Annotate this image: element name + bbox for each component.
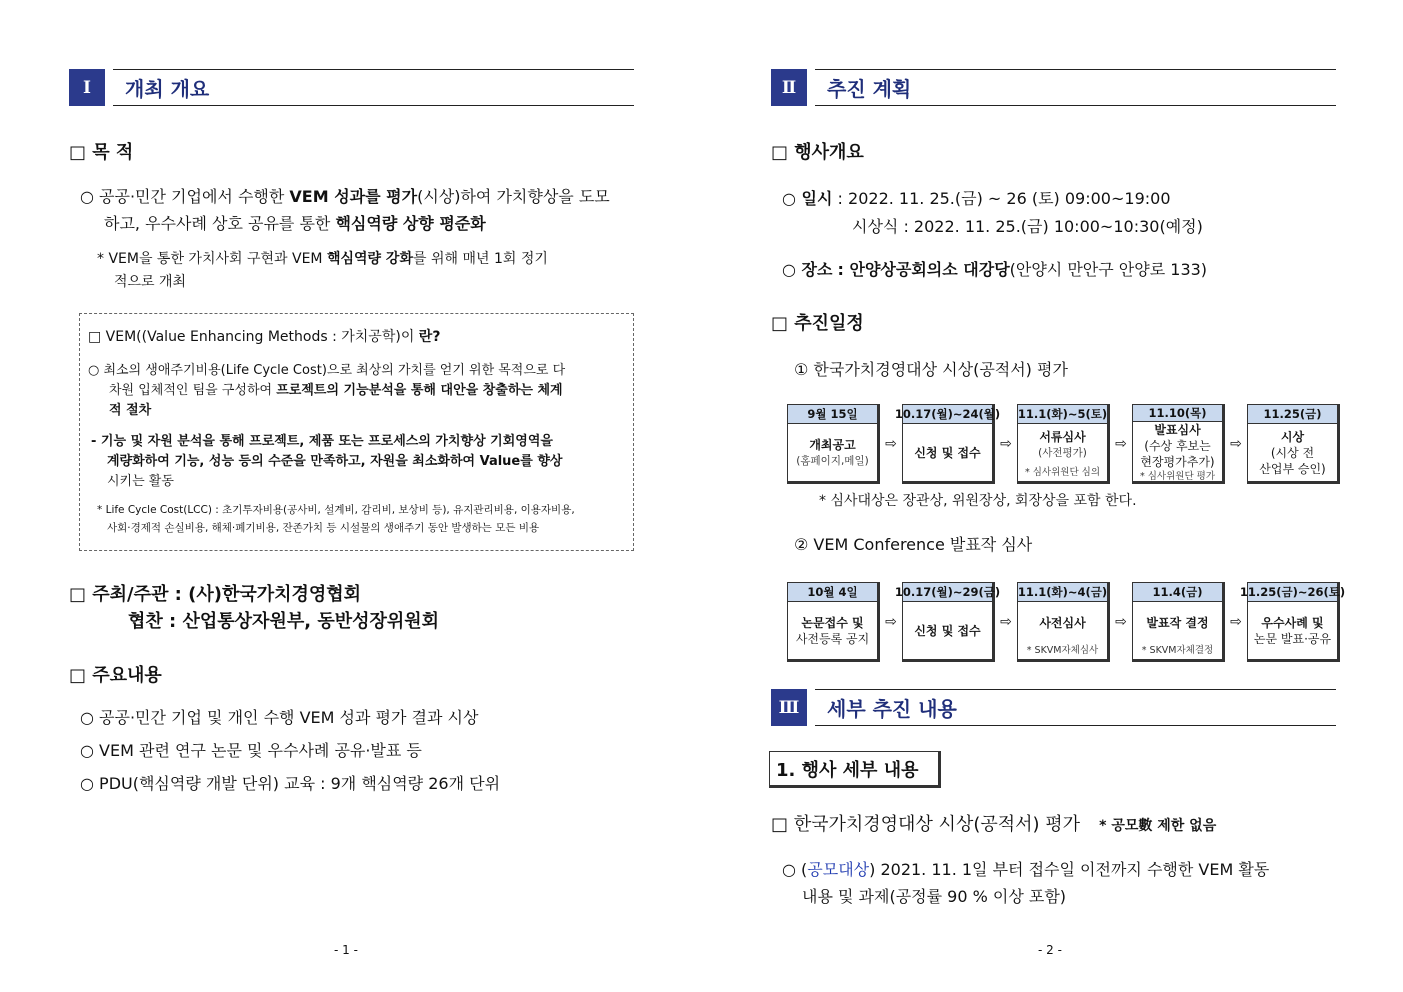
flow-step-label: (시상 전 [1270, 445, 1315, 460]
award-heading-line [771, 812, 1216, 838]
flow-step-label: 발표심사 [1154, 423, 1201, 437]
flow-arrow-icon: ⇨ [885, 436, 897, 452]
flow-step-note: * 심사위원단 심의 [1024, 467, 1101, 478]
text: (시상)하여 가치향상을 도모 [417, 187, 610, 206]
section-title: 추진 계획 [815, 69, 1336, 106]
purpose-note-1 [97, 248, 548, 271]
vem-note-line-2: 사회·경제적 손실비용, 해체·폐기비용, 잔존가치 등 시설물의 생애주기 동안 발생하는 모든 비용 [107, 522, 540, 534]
flow-step-body [1248, 424, 1337, 481]
label: ○ 일시 [782, 189, 833, 208]
purpose-heading: □ 목 적 [69, 142, 134, 163]
flow-step [787, 582, 880, 662]
flow-arrow-icon: ⇨ [1115, 436, 1127, 452]
main-item-2: ○ VEM 관련 연구 논문 및 우수사례 공유·발표 등 [80, 741, 422, 760]
flow-step-date: 11.25(금)~26(토) [1248, 583, 1337, 602]
page-number: - 2 - [1038, 943, 1062, 957]
flow-step-date: 10월 4일 [788, 583, 877, 602]
label: ○ 장소 [782, 260, 833, 279]
flow-step-label: 산업부 승인) [1259, 461, 1326, 476]
flow-step-date: 11.4(금) [1133, 583, 1222, 602]
vem-p1-line-3: 적 절차 [109, 403, 152, 418]
detail-subheading: 1. 행사 세부 내용 [769, 751, 941, 788]
vem-definition-box [79, 313, 634, 551]
flow-step-body [903, 424, 992, 481]
overview-ceremony: 시상식 : 2022. 11. 25.(금) 10:00~10:30(예정) [852, 217, 1203, 236]
text: 차원 입체적인 팀을 구성하여 [109, 383, 277, 398]
flow-step-label: 발표작 결정 [1146, 616, 1209, 630]
text: □ VEM((Value Enhancing Methods : 가치공학)이 [88, 329, 419, 345]
purpose-note-2: 적으로 개최 [114, 274, 187, 290]
flow-arrow-icon: ⇨ [1230, 436, 1242, 452]
overview-date [782, 186, 1171, 212]
flow-step-note: * 심사위원단 평가 [1139, 471, 1216, 482]
page-1 [0, 0, 701, 992]
section-number: Ⅱ [771, 69, 807, 106]
flow-step [1247, 404, 1340, 484]
flow-step-label: 개최공고 [809, 437, 856, 452]
flow-chart-award [787, 404, 1340, 484]
section-header-2 [771, 69, 1336, 106]
text: ○ ( [782, 860, 808, 879]
flow-arrow-icon: ⇨ [1115, 614, 1127, 630]
target-line-1 [782, 857, 1269, 883]
section-number: Ⅰ [69, 69, 105, 106]
flow-step-date: 11.10(목) [1133, 405, 1222, 422]
vem-p1-line-1: ○ 최소의 생애주기비용(Life Cycle Cost)으로 최상의 가치를 얻기 위한 목적으로 다 [88, 363, 566, 378]
flow-step-date: 11.25(금) [1248, 405, 1337, 424]
target-line-2: 내용 및 과제(공정률 90 % 이상 포함) [802, 887, 1067, 906]
vem-p2-line-3: 시키는 활동 [107, 474, 174, 489]
award-heading: □ 한국가치경영대상 시상(공적서) 평가 [771, 814, 1081, 835]
flow-step-sub: (홈페이지,메일) [796, 454, 869, 467]
section-header-1 [69, 69, 634, 106]
flow-step-body [788, 602, 877, 659]
flow-step-label: 현장평가추가) [1140, 455, 1215, 469]
vem-note-line-1: * Life Cycle Cost(LCC) : 초기투자비용(공사비, 설계비, 감리비, 보상비 등), 유지관리비용, 이용자비용, [97, 504, 575, 516]
flow-arrow-icon: ⇨ [1000, 436, 1012, 452]
emphasis: VEM 성과를 평가 [289, 187, 418, 206]
flow-step-date: 11.1(화)~4(금) [1018, 583, 1107, 602]
emphasis: 란? [418, 329, 441, 345]
address: (안양시 만안구 안양로 133) [1009, 260, 1208, 279]
value: : 2022. 11. 25.(금) ~ 26 (토) 09:00~19:00 [837, 189, 1171, 208]
flow-step-body [788, 424, 877, 481]
flow-step [1017, 404, 1110, 484]
flow-step-date: 10.17(월)~24(월) [903, 405, 992, 424]
text: 를 위해 매년 1회 정기 [412, 251, 548, 267]
vem-p2-line-2: 계량화하여 기능, 성능 등의 수준을 만족하고, 자원을 최소화하여 Value를 향상 [107, 454, 563, 469]
section-title: 세부 추진 내용 [815, 689, 1336, 726]
flow-step-label: 논문접수 및 [801, 615, 864, 630]
flow-step-date: 11.1(화)~5(토) [1018, 405, 1107, 424]
text: ) 2021. 11. 1일 부터 접수일 이전까지 수행한 VEM 활동 [869, 860, 1270, 879]
flow-step-note: * SKVM자체심사 [1026, 645, 1099, 656]
flow-step-label: 시상 [1280, 429, 1305, 444]
emphasis: 프로젝트의 기능분석을 통해 대안을 창출하는 체계 [276, 383, 563, 398]
flow-1-title: ① 한국가치경영대상 시상(공적서) 평가 [794, 360, 1068, 379]
flow-step-body [1133, 422, 1222, 470]
text: 하고, 우수사례 상호 공유를 통한 [104, 214, 336, 233]
vem-box-title [88, 326, 440, 349]
flow-step-note: * SKVM자체결정 [1141, 645, 1214, 656]
emphasis: 핵심역량 강화 [326, 251, 413, 267]
section-number: Ⅲ [771, 689, 807, 726]
flow-arrow-icon: ⇨ [1000, 614, 1012, 630]
main-item-1: ○ 공공·민간 기업 및 개인 수행 VEM 성과 평가 결과 시상 [80, 708, 479, 727]
page-2 [702, 0, 1403, 992]
purpose-line-1 [80, 184, 610, 210]
flow-step [787, 404, 880, 484]
value: : 안양상공회의소 대강당 [837, 260, 1010, 279]
vem-p2-line-1: - 기능 및 자원 분석을 통해 프로젝트, 제품 또는 프로세스의 가치향상 기회영역을 [91, 434, 553, 449]
flow-step-body [1018, 424, 1107, 466]
page-number: - 1 - [334, 943, 358, 957]
flow-step [1132, 582, 1225, 662]
flow-step [1017, 582, 1110, 662]
main-item-3: ○ PDU(핵심역량 개발 단위) 교육 : 9개 핵심역량 26개 단위 [80, 774, 501, 793]
section-header-3 [771, 689, 1336, 726]
target-label: 공모대상 [807, 860, 870, 879]
flow-step-body [903, 602, 992, 659]
section-title: 개최 개요 [113, 69, 634, 106]
award-note: * 공모數 제한 없음 [1099, 818, 1217, 834]
text: * VEM을 통한 가치사회 구현과 VEM [97, 251, 327, 267]
flow-step-label: (수상 후보는 [1144, 439, 1211, 453]
host-line-1: □ 주최/주관 : (사)한국가치경영협회 [69, 584, 362, 605]
text: ○ 공공·민간 기업에서 수행한 [80, 187, 290, 206]
schedule-heading: □ 추진일정 [771, 313, 864, 334]
purpose-line-2 [104, 211, 486, 237]
flow-step-label: 사전심사 [1039, 616, 1086, 630]
flow-step [894, 404, 1001, 484]
flow-chart-conference [787, 582, 1346, 662]
flow-step-label: 신청 및 접수 [914, 445, 981, 460]
flow-step-label: 서류심사 [1039, 430, 1086, 444]
overview-place [782, 257, 1207, 283]
flow-step-label: 신청 및 접수 [914, 623, 981, 638]
flow-arrow-icon: ⇨ [1230, 614, 1242, 630]
flow-1-note: * 심사대상은 장관상, 위원장상, 회장상을 포함 한다. [819, 493, 1137, 509]
main-content-heading: □ 주요내용 [69, 665, 162, 686]
flow-step-body [1248, 602, 1337, 659]
flow-step-body [1018, 602, 1107, 644]
flow-arrow-icon: ⇨ [885, 614, 897, 630]
host-line-2: 협찬 : 산업통상자원부, 동반성장위원회 [128, 611, 440, 632]
flow-step [1239, 582, 1346, 662]
flow-step-sub: (사전평가) [1038, 447, 1087, 459]
flow-step-label: 사전등록 공지 [795, 631, 870, 646]
flow-step-date: 10.17(월)~29(금) [903, 583, 992, 602]
flow-step [894, 582, 1001, 662]
flow-step [1132, 404, 1225, 484]
vem-p1-line-2 [109, 379, 563, 402]
flow-step-body [1133, 602, 1222, 644]
overview-heading: □ 행사개요 [771, 142, 864, 163]
flow-2-title: ② VEM Conference 발표작 심사 [794, 535, 1033, 554]
flow-step-date: 9월 15일 [788, 405, 877, 424]
emphasis: 핵심역량 상향 평준화 [335, 214, 486, 233]
flow-step-label: 논문 발표·공유 [1253, 631, 1332, 646]
flow-step-label: 우수사례 및 [1261, 615, 1324, 630]
